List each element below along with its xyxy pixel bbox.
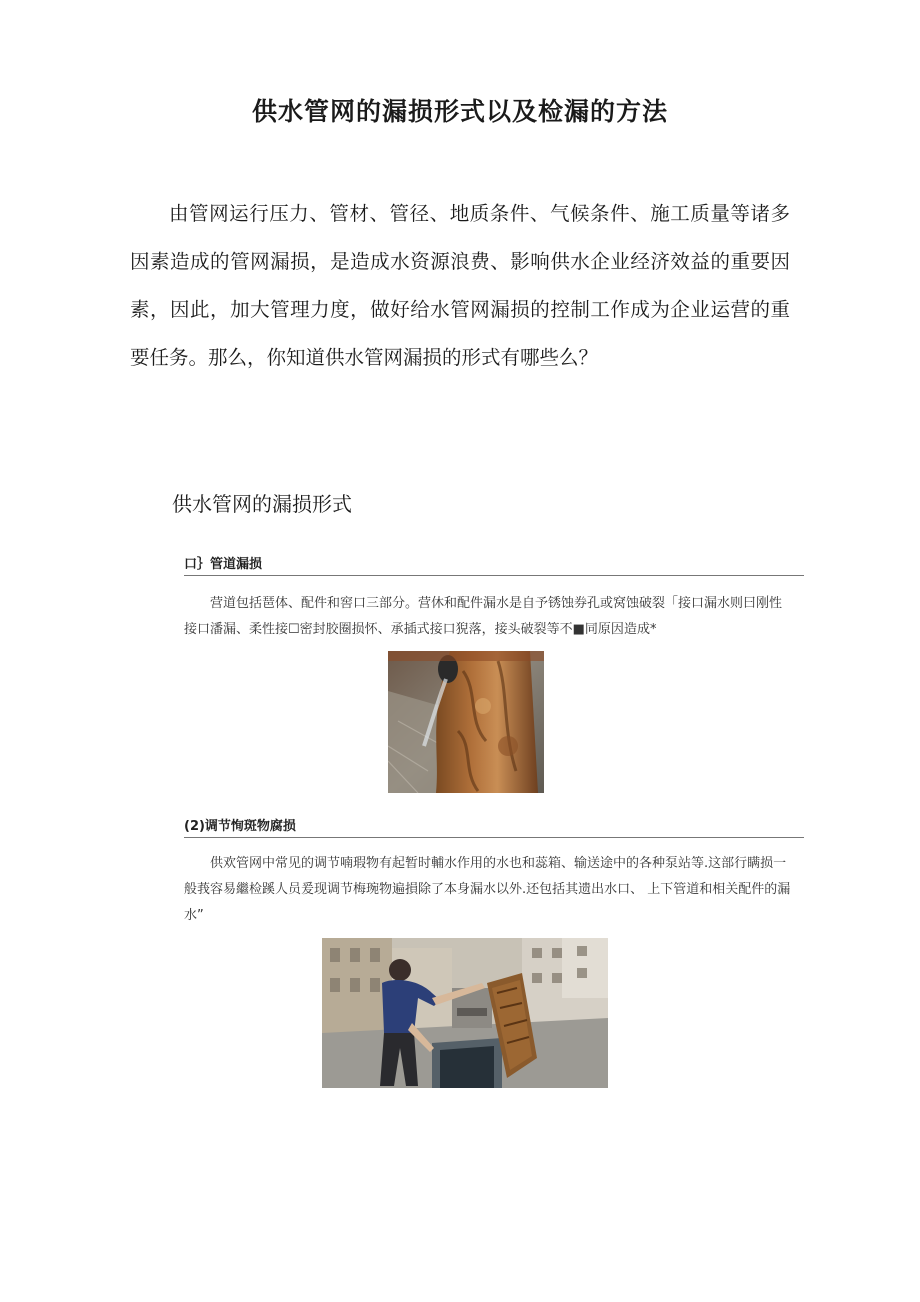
rooftop-water-tank-photo: [322, 938, 608, 1088]
document-title: 供水管网的漏损形式以及检漏的方法: [251, 97, 668, 126]
corroded-pipe-photo: [388, 651, 544, 793]
subsection-heading-pipe-leak: 口｝管道漏损: [184, 553, 804, 576]
subsection-text-pipe-leak: 营道包括琶体、配件和窖口三部分。营休和配件漏水是自予锈蚀券孔或窝蚀破裂「接口漏水则曰刚性接口潘漏、柔性接☐密封胶圈损怀、承插式接口猊落，接头破裂等不■同原因造成*: [184, 596, 783, 637]
subsection-heading-storage-leak: (2)调节恂斑物腐损: [184, 815, 804, 838]
subsection-text-storage-leak: 供欢管网中常见的调节喃瑕物有起暂时輔水作用的水也和蕊箱、输送途中的各种泵站等.这部行瞒损一般莪容易繼检蹊人员爰现调节梅琬物遍損除了本身漏水以外.还包括其遗出水口、 上下管道和相关配件的漏水”: [184, 856, 791, 923]
intro-paragraph: 由管网运行压力、管材、管径、地质条件、气候条件、施工质量等诸多因素造成的管网漏损，是造成水资源浪费、影响供水企业经济效益的重要因素，因此，加大管理力度，做好给水管网漏损的控制工作成为企业运营的重要任务。那么，你知道供水管网漏损的形式有哪些么？: [130, 202, 790, 369]
section-heading: 供水管网的漏损形式: [172, 492, 352, 516]
